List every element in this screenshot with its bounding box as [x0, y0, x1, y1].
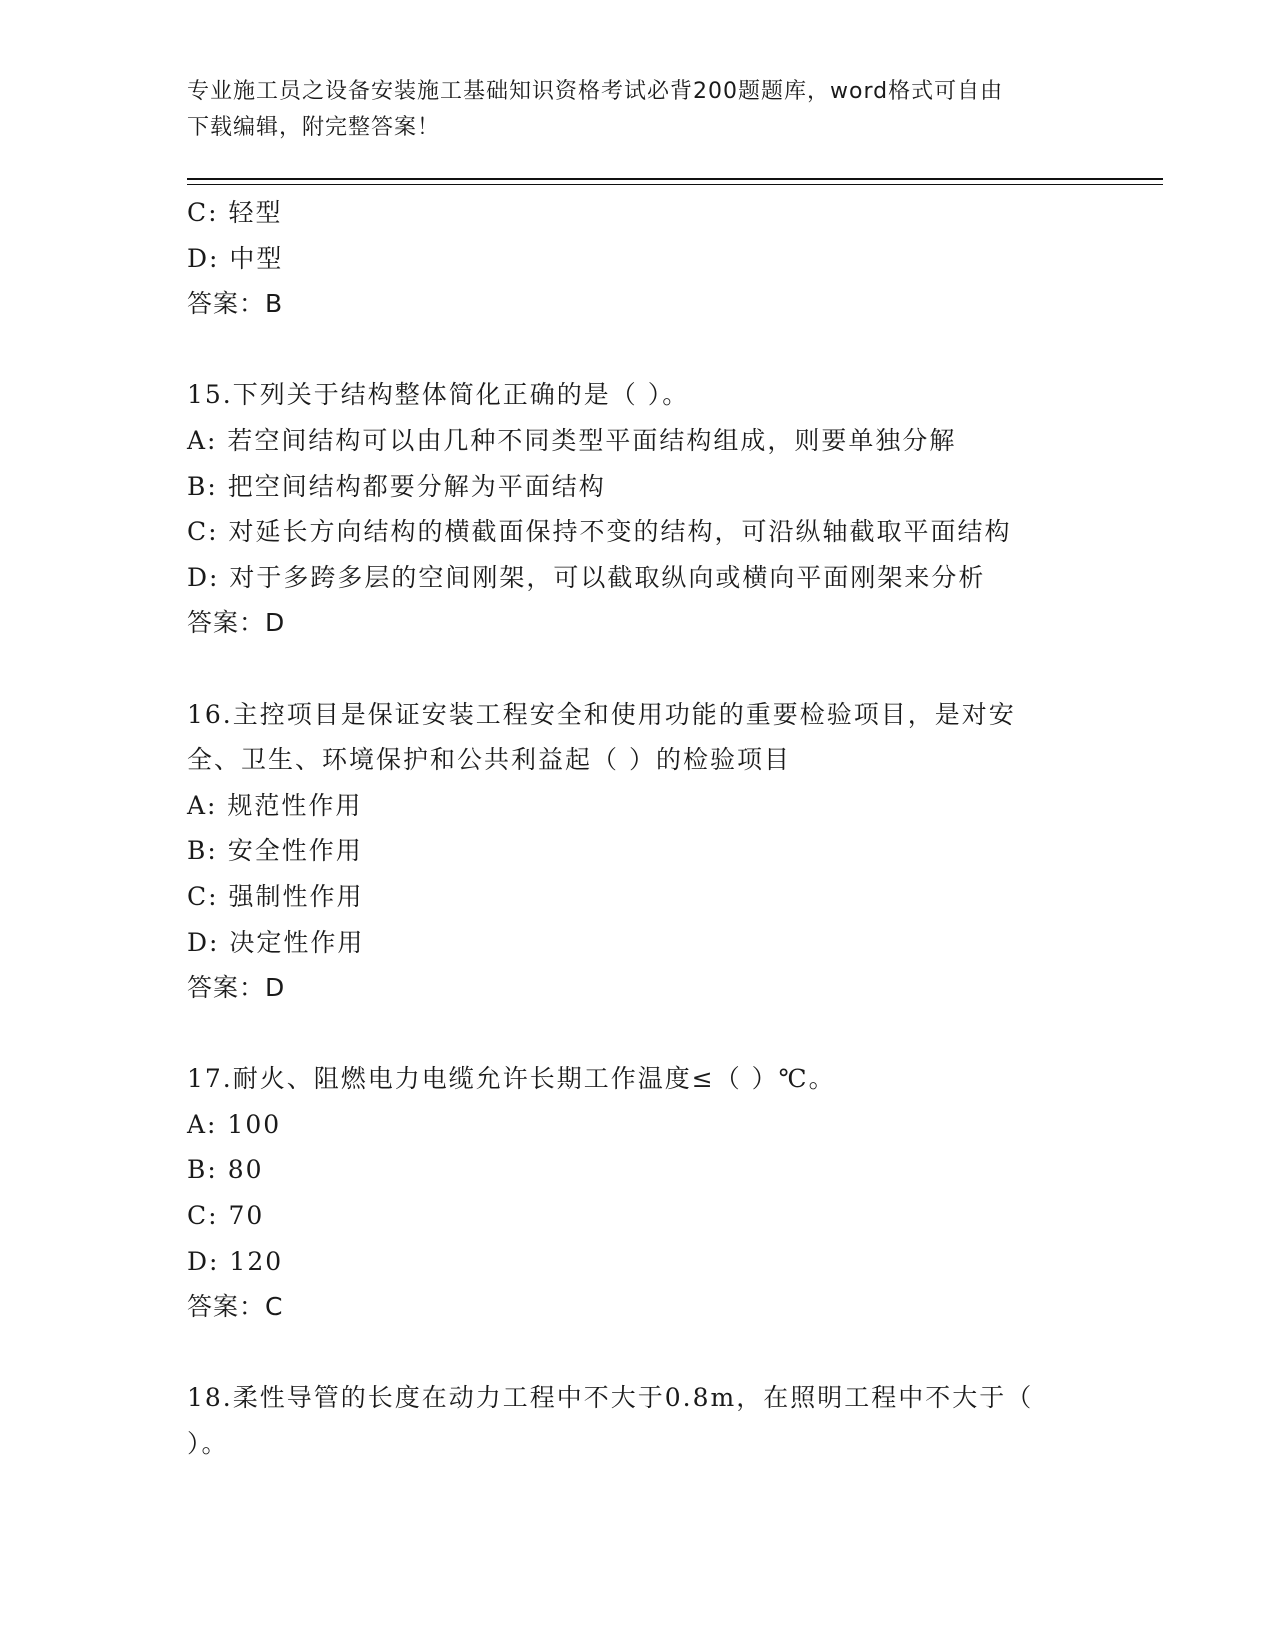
question-16-stem-cont: 全、卫生、环境保护和公共利益起（ ）的检验项目: [187, 745, 791, 775]
header-rule-thin: [187, 184, 1163, 185]
option-b: B: 80: [187, 1155, 264, 1185]
answer-line: 答案：C: [187, 1292, 284, 1322]
option-c: C: 对延长方向结构的横截面保持不变的结构，可沿纵轴截取平面结构: [187, 517, 1012, 547]
document-body: [187, 190, 1137, 1467]
question-15-stem: 15.下列关于结构整体简化正确的是（ ）。: [187, 380, 690, 410]
option-a: A: 若空间结构可以由几种不同类型平面结构组成，则要单独分解: [187, 425, 957, 455]
header-line-1: 专业施工员之设备安装施工基础知识资格考试必背200题题库，word格式可自由: [187, 79, 1004, 104]
option-d: D: 决定性作用: [187, 927, 365, 957]
header-rule-thick: [187, 178, 1163, 180]
header-line-2: 下载编辑，附完整答案！: [187, 115, 441, 140]
spacer: [187, 1330, 1137, 1376]
question-18-stem: 18.柔性导管的长度在动力工程中不大于0.8m，在照明工程中不大于（: [187, 1383, 1034, 1413]
question-16-stem: 16.主控项目是保证安装工程安全和使用功能的重要检验项目，是对安: [187, 699, 1016, 729]
option-a: A: 规范性作用: [187, 790, 363, 820]
spacer: [187, 646, 1137, 692]
option-d: D: 120: [187, 1246, 284, 1276]
option-d: D: 对于多跨多层的空间刚架，可以截取纵向或横向平面刚架来分析: [187, 562, 986, 592]
answer-line: 答案：D: [187, 973, 286, 1003]
option-d: D: 中型: [187, 243, 284, 273]
document-header: [187, 74, 1087, 146]
answer-line: 答案：B: [187, 289, 284, 319]
option-a: A: 100: [187, 1109, 282, 1139]
question-17-stem: 17.耐火、阻燃电力电缆允许长期工作温度≤（ ）℃。: [187, 1064, 836, 1094]
spacer: [187, 1011, 1137, 1057]
option-b: B: 把空间结构都要分解为平面结构: [187, 471, 606, 501]
option-c: C: 70: [187, 1201, 265, 1231]
question-18-stem-cont: ）。: [187, 1429, 229, 1459]
option-c: C: 强制性作用: [187, 881, 364, 911]
spacer: [187, 327, 1137, 373]
answer-line: 答案：D: [187, 608, 286, 638]
option-c: C: 轻型: [187, 198, 283, 227]
option-b: B: 安全性作用: [187, 836, 363, 866]
